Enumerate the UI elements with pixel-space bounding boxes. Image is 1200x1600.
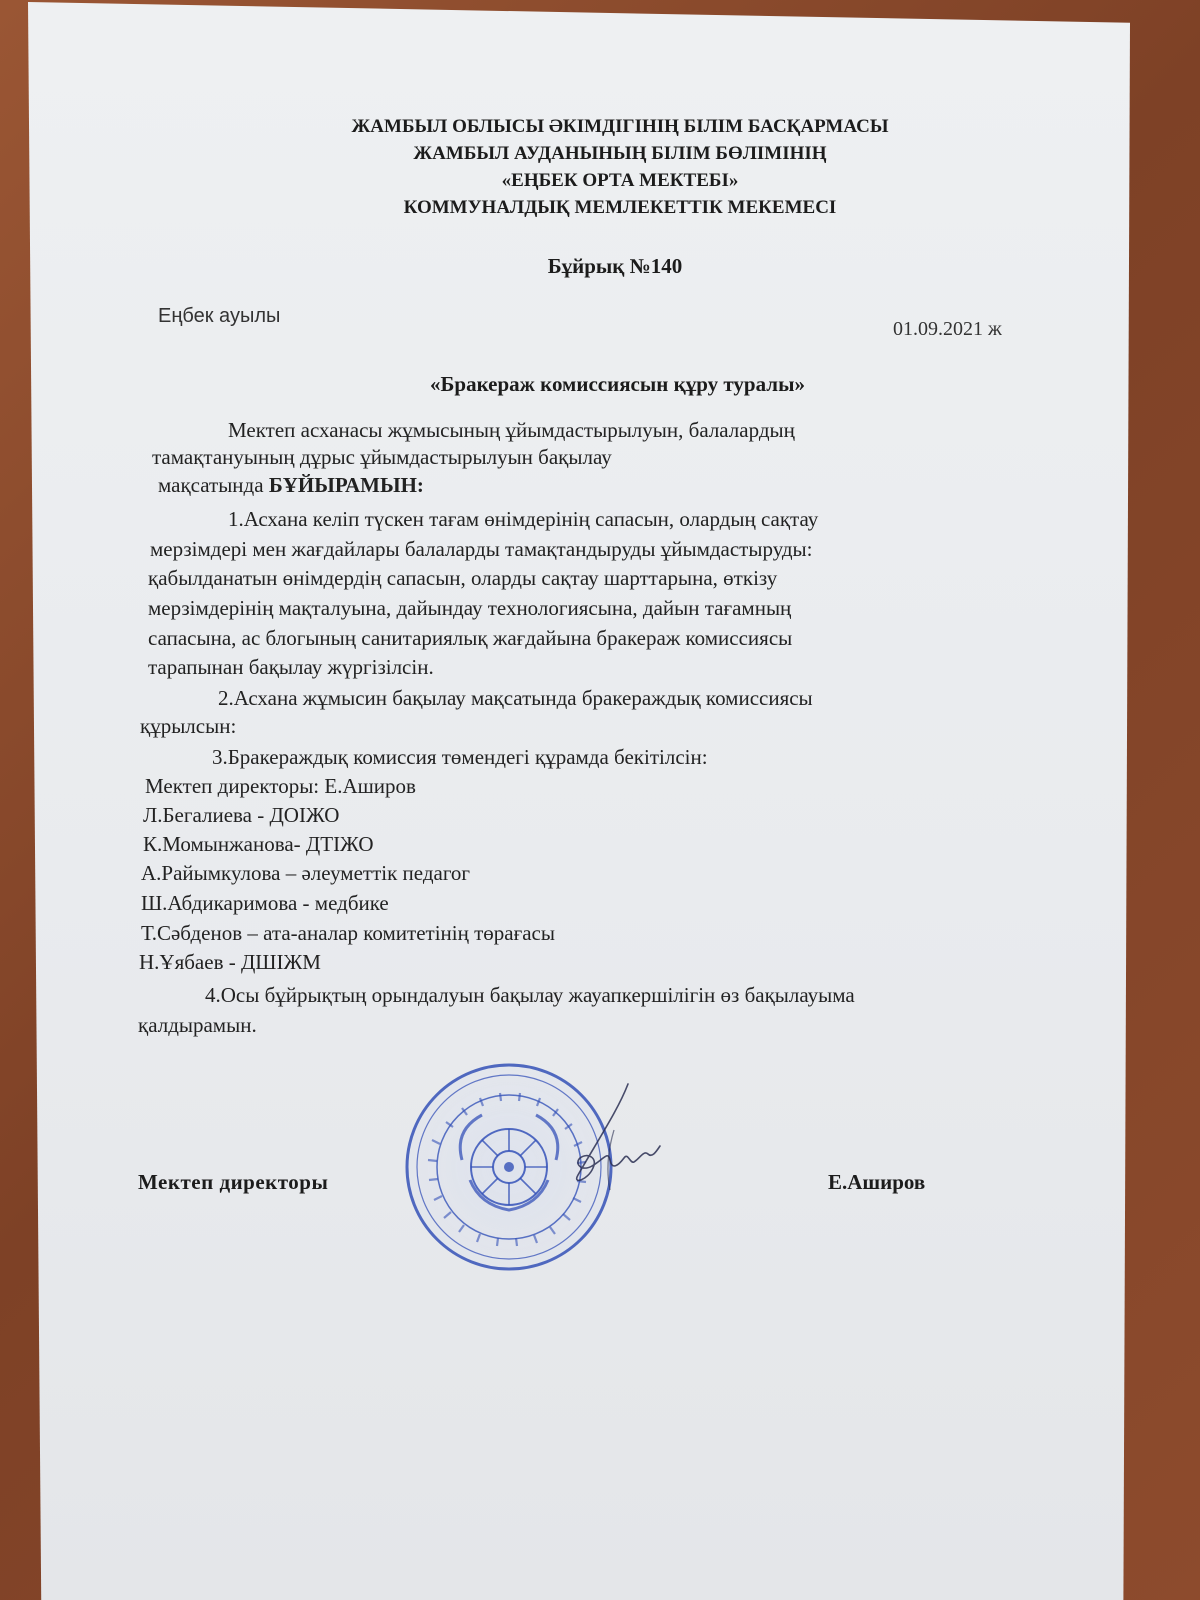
p1-line-1: 1.Асхана келіп түскен тағам өнімдерінің сапасын, олардың сақтау <box>228 507 819 531</box>
member-line: Т.Сәбденов – ата-аналар комитетінің төрағасы <box>141 921 555 945</box>
p4-line-1: 4.Осы бұйрықтың орындалуын бақылау жауапкершілігін өз бақылауыма <box>205 983 855 1007</box>
order-place: Еңбек ауылы <box>158 305 281 327</box>
director-signature-icon <box>548 1080 678 1200</box>
order-subject: «Бракераж комиссиясын құру туралы» <box>430 372 805 396</box>
header-line-3: «ЕҢБЕК ОРТА МЕКТЕБІ» <box>501 170 739 191</box>
p1-line-5: сапасына, ас блогының санитариялық жағдайына бракераж комиссиясы <box>148 626 793 650</box>
intro-line-1: Мектеп асханасы жұмысының ұйымдастырылуын, балалардың <box>228 418 795 442</box>
intro-line-3-prefix: мақсатында <box>158 473 269 497</box>
header-line-1: ЖАМБЫЛ ОБЛЫСЫ ӘКІМДІГІНІҢ БІЛІМ БАСҚАРМАСЫ <box>351 116 889 137</box>
p1-line-2: мерзімдері мен жағдайлары балаларды тамақтандыруды ұйымдастыруды: <box>150 537 813 561</box>
member-line: Мектеп директоры: Е.Аширов <box>145 774 416 798</box>
order-title: Бұйрық №140 <box>547 254 683 278</box>
intro-line-2: тамақтануының дұрыс ұйымдастырылуын бақылау <box>152 445 612 469</box>
header-line-2: ЖАМБЫЛ АУДАНЫНЫҢ БІЛІМ БӨЛІМІНІҢ <box>413 143 827 164</box>
paper-sheet <box>28 2 1130 1600</box>
p1-line-3: қабылданатын өнімдердің сапасын, оларды сақтау шарттарына, өткізу <box>148 566 778 590</box>
member-line: Ш.Абдикаримова - медбике <box>141 891 389 915</box>
p2-line-1: 2.Асхана жұмысин бақылау мақсатында бракераждық комиссиясы <box>218 686 813 710</box>
p3-line-1: 3.Бракераждық комиссия төмендегі құрамда бекітілсін: <box>212 745 708 769</box>
institution-header <box>0 113 1200 221</box>
p1-line-6: тарапынан бақылау жүргізілсін. <box>148 655 434 679</box>
order-directive: БҰЙЫРАМЫН: <box>268 473 424 497</box>
member-line: Л.Бегалиева - ДОІЖО <box>143 803 340 827</box>
member-line: А.Райымкулова – әлеуметтік педагог <box>141 861 471 885</box>
member-line: Н.Ұябаев - ДШІЖМ <box>139 950 321 974</box>
p2-line-2: құрылсын: <box>140 714 237 738</box>
p4-line-2: қалдырамын. <box>138 1013 257 1037</box>
signature-role: Мектеп директоры <box>138 1170 329 1194</box>
member-line: К.Момынжанова- ДТІЖО <box>143 832 374 856</box>
p1-line-4: мерзімдерінің мақталуына, дайындау технологиясына, дайын тағамның <box>148 596 792 620</box>
intro-line-3 <box>158 473 424 498</box>
order-date: 01.09.2021 ж <box>893 318 1002 340</box>
signature-name: Е.Аширов <box>828 1170 926 1194</box>
header-line-4: КОММУНАЛДЫҚ МЕМЛЕКЕТТІК МЕКЕМЕСІ <box>403 197 837 218</box>
